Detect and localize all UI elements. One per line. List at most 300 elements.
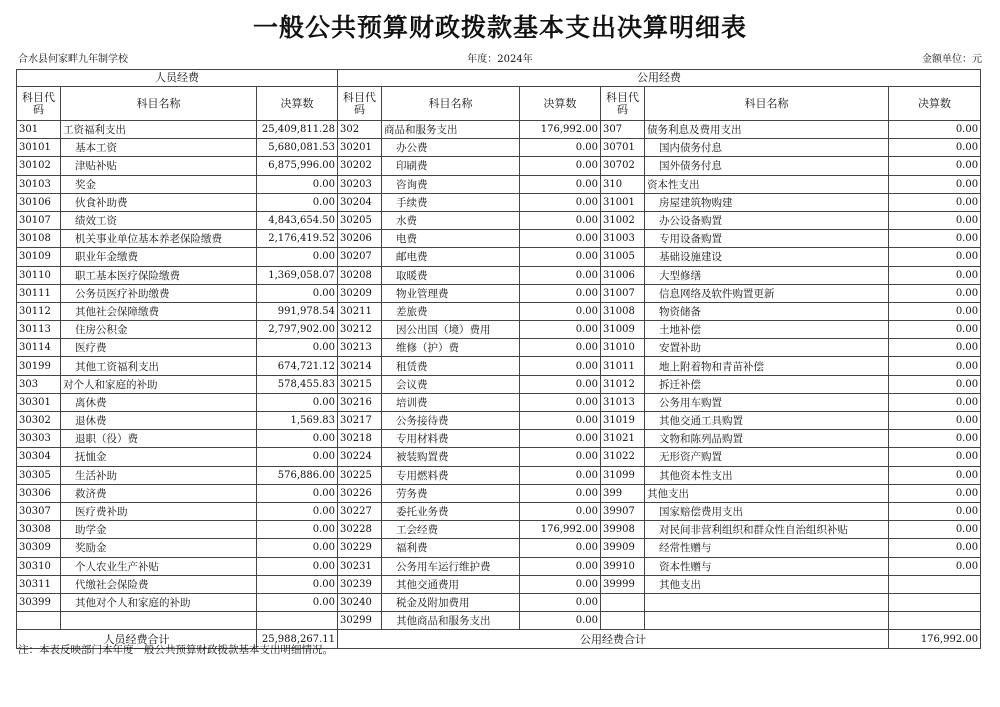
amount-cell: 176,992.00 <box>520 121 601 139</box>
code-cell: 30304 <box>17 448 61 466</box>
name-cell: 咨询费 <box>382 175 520 193</box>
amount-cell: 0.00 <box>257 484 338 502</box>
amount-cell: 0.00 <box>520 375 601 393</box>
table-row <box>17 575 981 593</box>
amount-cell: 0.00 <box>520 557 601 575</box>
amount-cell: 0.00 <box>889 339 981 357</box>
code-cell: 31009 <box>601 321 645 339</box>
code-cell: 30302 <box>17 412 61 430</box>
code-cell: 31007 <box>601 284 645 302</box>
amount-cell: 0.00 <box>520 357 601 375</box>
public-total-amount: 176,992.00 <box>889 630 981 649</box>
amount-cell: 0.00 <box>520 211 601 229</box>
amount-cell: 0.00 <box>520 321 601 339</box>
name-cell: 奖金 <box>61 175 257 193</box>
code-cell: 30214 <box>338 357 382 375</box>
table-row <box>17 557 981 575</box>
name-cell: 被装购置费 <box>382 448 520 466</box>
code-cell: 30206 <box>338 230 382 248</box>
year-label: 年度：2024年 <box>467 54 533 65</box>
table-row <box>17 539 981 557</box>
column-header-amount: 决算数 <box>889 87 981 121</box>
table-row <box>17 302 981 320</box>
code-cell: 30110 <box>17 266 61 284</box>
code-cell: 31005 <box>601 248 645 266</box>
name-cell: 文物和陈列品购置 <box>645 430 889 448</box>
code-cell: 307 <box>601 121 645 139</box>
code-cell: 31019 <box>601 412 645 430</box>
amount-cell: 0.00 <box>520 448 601 466</box>
amount-cell: 0.00 <box>889 375 981 393</box>
code-cell: 30702 <box>601 157 645 175</box>
amount-cell: 2,176,419.52 <box>257 230 338 248</box>
name-cell: 因公出国（境）费用 <box>382 321 520 339</box>
name-cell: 差旅费 <box>382 302 520 320</box>
name-cell: 办公费 <box>382 139 520 157</box>
table-row <box>17 357 981 375</box>
code-cell: 30239 <box>338 575 382 593</box>
amount-cell: 0.00 <box>889 266 981 284</box>
amount-cell: 0.00 <box>257 575 338 593</box>
expenditure-table <box>16 69 981 649</box>
amount-cell: 176,992.00 <box>520 521 601 539</box>
amount-cell: 0.00 <box>520 430 601 448</box>
table-row <box>17 157 981 175</box>
page-title: 一般公共预算财政拨款基本支出决算明细表 <box>252 13 747 42</box>
name-cell: 其他资本性支出 <box>645 466 889 484</box>
amount-cell: 0.00 <box>520 139 601 157</box>
code-cell: 30109 <box>17 248 61 266</box>
amount-cell: 25,409,811.28 <box>257 121 338 139</box>
code-cell: 31012 <box>601 375 645 393</box>
amount-cell: 0.00 <box>520 502 601 520</box>
amount-cell: 0.00 <box>520 339 601 357</box>
code-cell: 301 <box>17 121 61 139</box>
code-cell: 30203 <box>338 175 382 193</box>
amount-cell: 0.00 <box>889 248 981 266</box>
table-row <box>17 521 981 539</box>
amount-cell: 0.00 <box>889 393 981 411</box>
column-header-name: 科目名称 <box>645 87 889 121</box>
amount-cell: 0.00 <box>520 412 601 430</box>
code-cell: 30229 <box>338 539 382 557</box>
name-cell: 职工基本医疗保险缴费 <box>61 266 257 284</box>
code-cell: 30309 <box>17 539 61 557</box>
name-cell: 公务接待费 <box>382 412 520 430</box>
code-cell: 303 <box>17 375 61 393</box>
unit-name: 合水县何家畔九年制学校 <box>18 54 128 65</box>
table-row <box>17 484 981 502</box>
name-cell: 福利费 <box>382 539 520 557</box>
code-cell: 30213 <box>338 339 382 357</box>
name-cell: 国外债务付息 <box>645 157 889 175</box>
name-cell: 医疗费补助 <box>61 502 257 520</box>
amount-cell: 991,978.54 <box>257 302 338 320</box>
code-cell: 31006 <box>601 266 645 284</box>
name-cell: 对个人和家庭的补助 <box>61 375 257 393</box>
name-cell: 医疗费 <box>61 339 257 357</box>
code-cell: 302 <box>338 121 382 139</box>
amount-cell: 0.00 <box>520 248 601 266</box>
amount-cell: 0.00 <box>257 502 338 520</box>
name-cell: 基本工资 <box>61 139 257 157</box>
footnote: 注：本表反映部门本年度一般公共预算财政拨款基本支出明细情况。 <box>18 644 333 656</box>
amount-cell: 0.00 <box>889 412 981 430</box>
name-cell: 拆迁补偿 <box>645 375 889 393</box>
amount-cell: 0.00 <box>520 266 601 284</box>
name-cell: 国内债务付息 <box>645 139 889 157</box>
group-header-public: 公用经费 <box>338 70 981 87</box>
code-cell: 30216 <box>338 393 382 411</box>
amount-cell: 0.00 <box>889 357 981 375</box>
amount-cell: 0.00 <box>889 539 981 557</box>
name-cell: 其他工资福利支出 <box>61 357 257 375</box>
name-cell <box>61 612 257 630</box>
name-cell: 国家赔偿费用支出 <box>645 502 889 520</box>
code-cell: 30303 <box>17 430 61 448</box>
name-cell: 绩效工资 <box>61 211 257 229</box>
amount-cell: 0.00 <box>889 521 981 539</box>
amount-cell: 0.00 <box>889 484 981 502</box>
table-row <box>17 430 981 448</box>
code-cell: 31011 <box>601 357 645 375</box>
name-cell: 水费 <box>382 211 520 229</box>
code-cell: 31010 <box>601 339 645 357</box>
code-cell: 30215 <box>338 375 382 393</box>
name-cell: 公务用车运行维护费 <box>382 557 520 575</box>
code-cell: 30305 <box>17 466 61 484</box>
code-cell: 31001 <box>601 193 645 211</box>
code-cell: 30225 <box>338 466 382 484</box>
table-row <box>17 612 981 630</box>
name-cell: 对民间非营利组织和群众性自治组织补贴 <box>645 521 889 539</box>
amount-cell: 0.00 <box>889 502 981 520</box>
amount-cell: 0.00 <box>257 248 338 266</box>
table-row <box>17 139 981 157</box>
amount-cell: 0.00 <box>257 284 338 302</box>
code-cell: 31008 <box>601 302 645 320</box>
amount-cell: 0.00 <box>889 121 981 139</box>
name-cell: 商品和服务支出 <box>382 121 520 139</box>
amount-cell: 674,721.12 <box>257 357 338 375</box>
name-cell: 培训费 <box>382 393 520 411</box>
table-row <box>17 321 981 339</box>
amount-cell <box>889 593 981 611</box>
code-cell: 30205 <box>338 211 382 229</box>
name-cell: 土地补偿 <box>645 321 889 339</box>
amount-cell: 0.00 <box>257 539 338 557</box>
table-row <box>17 448 981 466</box>
name-cell: 无形资产购置 <box>645 448 889 466</box>
code-cell: 31021 <box>601 430 645 448</box>
code-cell: 30227 <box>338 502 382 520</box>
amount-cell: 0.00 <box>257 393 338 411</box>
table-row <box>17 466 981 484</box>
name-cell: 取暖费 <box>382 266 520 284</box>
amount-cell: 0.00 <box>520 157 601 175</box>
code-cell: 30101 <box>17 139 61 157</box>
code-cell: 30209 <box>338 284 382 302</box>
amount-cell: 5,680,081.53 <box>257 139 338 157</box>
table-row <box>17 248 981 266</box>
code-cell: 399 <box>601 484 645 502</box>
name-cell: 工资福利支出 <box>61 121 257 139</box>
code-cell: 39908 <box>601 521 645 539</box>
code-cell: 30217 <box>338 412 382 430</box>
name-cell: 津贴补贴 <box>61 157 257 175</box>
amount-cell: 0.00 <box>257 339 338 357</box>
name-cell: 离休费 <box>61 393 257 411</box>
code-cell: 31099 <box>601 466 645 484</box>
table-row <box>17 593 981 611</box>
amount-cell <box>257 612 338 630</box>
amount-cell: 576,886.00 <box>257 466 338 484</box>
code-cell: 30299 <box>338 612 382 630</box>
name-cell: 会议费 <box>382 375 520 393</box>
amount-cell: 0.00 <box>889 175 981 193</box>
amount-cell: 0.00 <box>257 175 338 193</box>
amount-cell: 0.00 <box>520 466 601 484</box>
name-cell: 生活补助 <box>61 466 257 484</box>
code-cell: 39909 <box>601 539 645 557</box>
code-cell: 30108 <box>17 230 61 248</box>
name-cell: 房屋建筑物购建 <box>645 193 889 211</box>
name-cell: 地上附着物和青苗补偿 <box>645 357 889 375</box>
name-cell: 其他商品和服务支出 <box>382 612 520 630</box>
amount-cell: 0.00 <box>520 612 601 630</box>
name-cell: 专用燃料费 <box>382 466 520 484</box>
name-cell <box>645 612 889 630</box>
table-row <box>17 375 981 393</box>
name-cell: 安置补助 <box>645 339 889 357</box>
amount-cell: 0.00 <box>520 484 601 502</box>
name-cell: 专用设备购置 <box>645 230 889 248</box>
code-cell: 30199 <box>17 357 61 375</box>
name-cell: 抚恤金 <box>61 448 257 466</box>
amount-cell: 0.00 <box>520 230 601 248</box>
amount-cell: 0.00 <box>889 139 981 157</box>
code-cell: 30208 <box>338 266 382 284</box>
table-row <box>17 502 981 520</box>
name-cell: 工会经费 <box>382 521 520 539</box>
code-cell: 30307 <box>17 502 61 520</box>
amount-cell: 0.00 <box>257 593 338 611</box>
code-cell: 31022 <box>601 448 645 466</box>
name-cell: 助学金 <box>61 521 257 539</box>
code-cell: 30308 <box>17 521 61 539</box>
name-cell: 税金及附加费用 <box>382 593 520 611</box>
code-cell: 30103 <box>17 175 61 193</box>
name-cell: 经常性赠与 <box>645 539 889 557</box>
code-cell: 30701 <box>601 139 645 157</box>
amount-cell: 0.00 <box>889 193 981 211</box>
table-row <box>17 175 981 193</box>
name-cell: 租赁费 <box>382 357 520 375</box>
name-cell: 机关事业单位基本养老保险缴费 <box>61 230 257 248</box>
code-cell: 30224 <box>338 448 382 466</box>
amount-cell: 2,797,902.00 <box>257 321 338 339</box>
code-cell: 30301 <box>17 393 61 411</box>
code-cell: 39910 <box>601 557 645 575</box>
amount-cell: 6,875,996.00 <box>257 157 338 175</box>
column-header-code: 科目代码 <box>17 87 61 121</box>
name-cell: 伙食补助费 <box>61 193 257 211</box>
code-cell: 31003 <box>601 230 645 248</box>
code-cell: 30212 <box>338 321 382 339</box>
name-cell: 职业年金缴费 <box>61 248 257 266</box>
name-cell: 印刷费 <box>382 157 520 175</box>
code-cell: 30114 <box>17 339 61 357</box>
table-row <box>17 393 981 411</box>
name-cell: 救济费 <box>61 484 257 502</box>
code-cell: 39999 <box>601 575 645 593</box>
amount-cell: 0.00 <box>520 175 601 193</box>
amount-cell: 0.00 <box>257 193 338 211</box>
amount-cell: 0.00 <box>520 393 601 411</box>
amount-cell: 0.00 <box>889 321 981 339</box>
name-cell: 手续费 <box>382 193 520 211</box>
table-row <box>17 412 981 430</box>
amount-cell: 0.00 <box>889 430 981 448</box>
code-cell <box>601 593 645 611</box>
amount-cell: 0.00 <box>520 193 601 211</box>
code-cell: 30201 <box>338 139 382 157</box>
group-header-personnel: 人员经费 <box>17 70 338 87</box>
column-header-name: 科目名称 <box>382 87 520 121</box>
name-cell: 资本性支出 <box>645 175 889 193</box>
code-cell <box>601 612 645 630</box>
amount-cell: 0.00 <box>889 211 981 229</box>
table-row <box>17 266 981 284</box>
amount-cell: 4,843,654.50 <box>257 211 338 229</box>
table-row <box>17 193 981 211</box>
name-cell: 其他对个人和家庭的补助 <box>61 593 257 611</box>
code-cell: 30310 <box>17 557 61 575</box>
name-cell: 债务利息及费用支出 <box>645 121 889 139</box>
name-cell: 退休费 <box>61 412 257 430</box>
column-header-amount: 决算数 <box>520 87 601 121</box>
code-cell: 30107 <box>17 211 61 229</box>
name-cell: 其他社会保障缴费 <box>61 302 257 320</box>
name-cell: 委托业务费 <box>382 502 520 520</box>
code-cell: 30113 <box>17 321 61 339</box>
name-cell: 大型修缮 <box>645 266 889 284</box>
name-cell: 办公设备购置 <box>645 211 889 229</box>
name-cell: 住房公积金 <box>61 321 257 339</box>
amount-cell: 0.00 <box>520 593 601 611</box>
name-cell: 代缴社会保险费 <box>61 575 257 593</box>
amount-cell: 0.00 <box>889 557 981 575</box>
code-cell: 30211 <box>338 302 382 320</box>
code-cell: 30240 <box>338 593 382 611</box>
column-header-amount: 决算数 <box>257 87 338 121</box>
code-cell <box>17 612 61 630</box>
name-cell: 专用材料费 <box>382 430 520 448</box>
amount-cell: 0.00 <box>520 575 601 593</box>
code-cell: 310 <box>601 175 645 193</box>
table-row <box>17 121 981 139</box>
amount-cell: 0.00 <box>520 284 601 302</box>
personnel-total-amount: 25,988,267.11 <box>257 630 338 649</box>
amount-cell <box>889 612 981 630</box>
code-cell: 30226 <box>338 484 382 502</box>
name-cell: 物资储备 <box>645 302 889 320</box>
code-cell: 30228 <box>338 521 382 539</box>
personnel-total-label: 人员经费合计 <box>17 630 257 649</box>
table-row <box>17 339 981 357</box>
code-cell: 30231 <box>338 557 382 575</box>
code-cell: 30111 <box>17 284 61 302</box>
amount-cell: 0.00 <box>520 539 601 557</box>
code-cell: 30207 <box>338 248 382 266</box>
code-cell: 30204 <box>338 193 382 211</box>
name-cell: 维修（护）费 <box>382 339 520 357</box>
amount-cell: 0.00 <box>889 157 981 175</box>
amount-cell: 0.00 <box>889 302 981 320</box>
table-row <box>17 211 981 229</box>
code-cell: 30311 <box>17 575 61 593</box>
name-cell: 物业管理费 <box>382 284 520 302</box>
name-cell: 公务用车购置 <box>645 393 889 411</box>
code-cell: 30399 <box>17 593 61 611</box>
column-header-code: 科目代码 <box>338 87 382 121</box>
amount-cell: 0.00 <box>889 230 981 248</box>
amount-cell: 0.00 <box>520 302 601 320</box>
name-cell: 劳务费 <box>382 484 520 502</box>
name-cell: 其他交通费用 <box>382 575 520 593</box>
code-cell: 30306 <box>17 484 61 502</box>
amount-cell: 0.00 <box>889 448 981 466</box>
amount-cell: 0.00 <box>257 430 338 448</box>
name-cell: 公务员医疗补助缴费 <box>61 284 257 302</box>
code-cell: 30112 <box>17 302 61 320</box>
name-cell <box>645 593 889 611</box>
code-cell: 31002 <box>601 211 645 229</box>
code-cell: 30106 <box>17 193 61 211</box>
code-cell: 30102 <box>17 157 61 175</box>
name-cell: 资本性赠与 <box>645 557 889 575</box>
name-cell: 奖励金 <box>61 539 257 557</box>
name-cell: 电费 <box>382 230 520 248</box>
code-cell: 31013 <box>601 393 645 411</box>
amount-unit: 金额单位：元 <box>922 54 982 65</box>
table-row <box>17 284 981 302</box>
name-cell: 邮电费 <box>382 248 520 266</box>
code-cell: 30218 <box>338 430 382 448</box>
column-header-code: 科目代码 <box>601 87 645 121</box>
name-cell: 其他支出 <box>645 575 889 593</box>
amount-cell: 0.00 <box>257 521 338 539</box>
column-header-name: 科目名称 <box>61 87 257 121</box>
amount-cell: 0.00 <box>889 466 981 484</box>
table-row <box>17 230 981 248</box>
name-cell: 基础设施建设 <box>645 248 889 266</box>
name-cell: 退职（役）费 <box>61 430 257 448</box>
amount-cell: 0.00 <box>257 448 338 466</box>
amount-cell <box>889 575 981 593</box>
code-cell: 30202 <box>338 157 382 175</box>
amount-cell: 0.00 <box>257 557 338 575</box>
amount-cell: 578,455.83 <box>257 375 338 393</box>
name-cell: 其他交通工具购置 <box>645 412 889 430</box>
amount-cell: 1,369,058.07 <box>257 266 338 284</box>
amount-cell: 1,569.83 <box>257 412 338 430</box>
name-cell: 个人农业生产补贴 <box>61 557 257 575</box>
name-cell: 其他支出 <box>645 484 889 502</box>
name-cell: 信息网络及软件购置更新 <box>645 284 889 302</box>
public-total-label: 公用经费合计 <box>338 630 889 649</box>
amount-cell: 0.00 <box>889 284 981 302</box>
